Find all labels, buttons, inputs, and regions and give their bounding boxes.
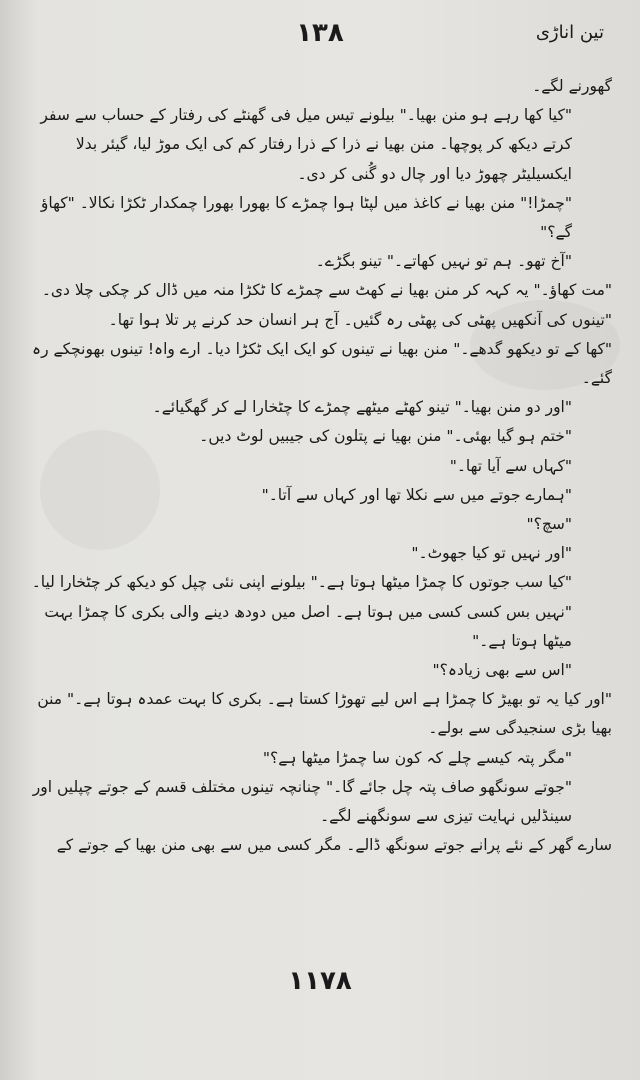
paragraph: "آخ تھو۔ ہم تو نہیں کھاتے۔" تینو بگڑے۔	[315, 252, 572, 271]
running-title: تین اناڑی	[535, 22, 604, 43]
paragraph: "اس سے بھی زیادہ؟"	[432, 661, 572, 680]
paragraph: "کہاں سے آیا تھا۔"	[449, 456, 572, 475]
paragraph: گھورنے لگے۔	[532, 77, 612, 95]
paragraph: "اور دو منن بھیا۔" تینو کھٹے میٹھے چمڑے کا چٹخارا لے کر گھگیائے۔	[152, 398, 572, 417]
paragraph: سارے گھر کے نئے پرانے جوتے سونگھ ڈالے۔ مگر کسی میں سے بھی منن بھیا کے جوتے کے	[56, 836, 612, 855]
paragraph: "اور نہیں تو کیا جھوٹ۔"	[411, 544, 572, 563]
body-text	[26, 72, 612, 860]
page-header	[0, 18, 640, 58]
paragraph: "جوتے سونگھو صاف پتہ چل جائے گا۔" چنانچہ تینوں مختلف قسم کے جوتے چپلیں اور سینڈلیں نہایت تیزی سے سونگھنے لگے۔	[32, 777, 572, 826]
folio-number: ۱۱۷۸	[288, 966, 352, 996]
paragraph: "کیا سب جوتوں کا چمڑا میٹھا ہوتا ہے۔" بیلونے اپنی نئی چپل کو دیکھ کر چٹخارا لیا۔	[31, 573, 572, 592]
paragraph: "ہمارے جوتے میں سے نکلا تھا اور کہاں سے آتا۔"	[261, 485, 572, 504]
paragraph: "نہیں بس کسی کسی میں ہوتا ہے۔ اصل میں دودھ دینے والی بکری کا چمڑا بہت میٹھا ہوتا ہے۔"	[44, 602, 572, 650]
paragraph: "کھا کے تو دیکھو گدھے۔" منن بھیا نے تینوں کو ایک ایک ٹکڑا دیا۔ ارے واہ! تینوں بھونچکے رہ گئے۔	[32, 339, 612, 388]
paragraph: "چمڑا!" منن بھیا نے کاغذ میں لپٹا ہوا چمڑے کا بھورا بھورا چمکدار ٹکڑا نکالا۔ "کھاؤ گے؟"	[40, 193, 572, 242]
paragraph: "اور کیا یہ تو بھیڑ کا چمڑا ہے اس لیے تھوڑا کستا ہے۔ بکری کا بہت عمدہ ہوتا ہے۔" منن بھیا بڑی سنجیدگی سے بولے۔	[37, 690, 612, 738]
page-number: ۱۳۸	[296, 18, 344, 48]
paragraph: "مگر پتہ کیسے چلے کہ کون سا چمڑا میٹھا ہے؟"	[262, 748, 572, 767]
paragraph: "مت کھاؤ۔" یہ کہہ کر منن بھیا نے کھٹ سے چمڑے کا ٹکڑا منہ میں ڈال کر چکی چلا دی۔ "تینوں کی آنکھیں پھٹی کی پھٹی رہ گئیں۔ آج ہر انسان حد کرنے پر تلا ہوا تھا۔	[41, 281, 612, 329]
paragraph: "ختم ہو گیا بھئی۔" منن بھیا نے پتلون کی جیبیں لوٹ دیں۔	[199, 427, 572, 446]
paragraph: "کیا کھا رہے ہو منن بھیا۔" بیلونے تیس میل فی گھنٹے کی رفتار کے حساب سے سفر کرتے دیکھ کر پوچھا۔ منن بھیا نے ذرا کے ذرا رفتار کم کی ایک موڑ لیا، گیئر بدلا ایکسیلیٹر چھوڑ دیا اور چال دو گُنی کر دی۔	[40, 106, 572, 183]
paragraph: "سچ؟"	[526, 515, 572, 534]
